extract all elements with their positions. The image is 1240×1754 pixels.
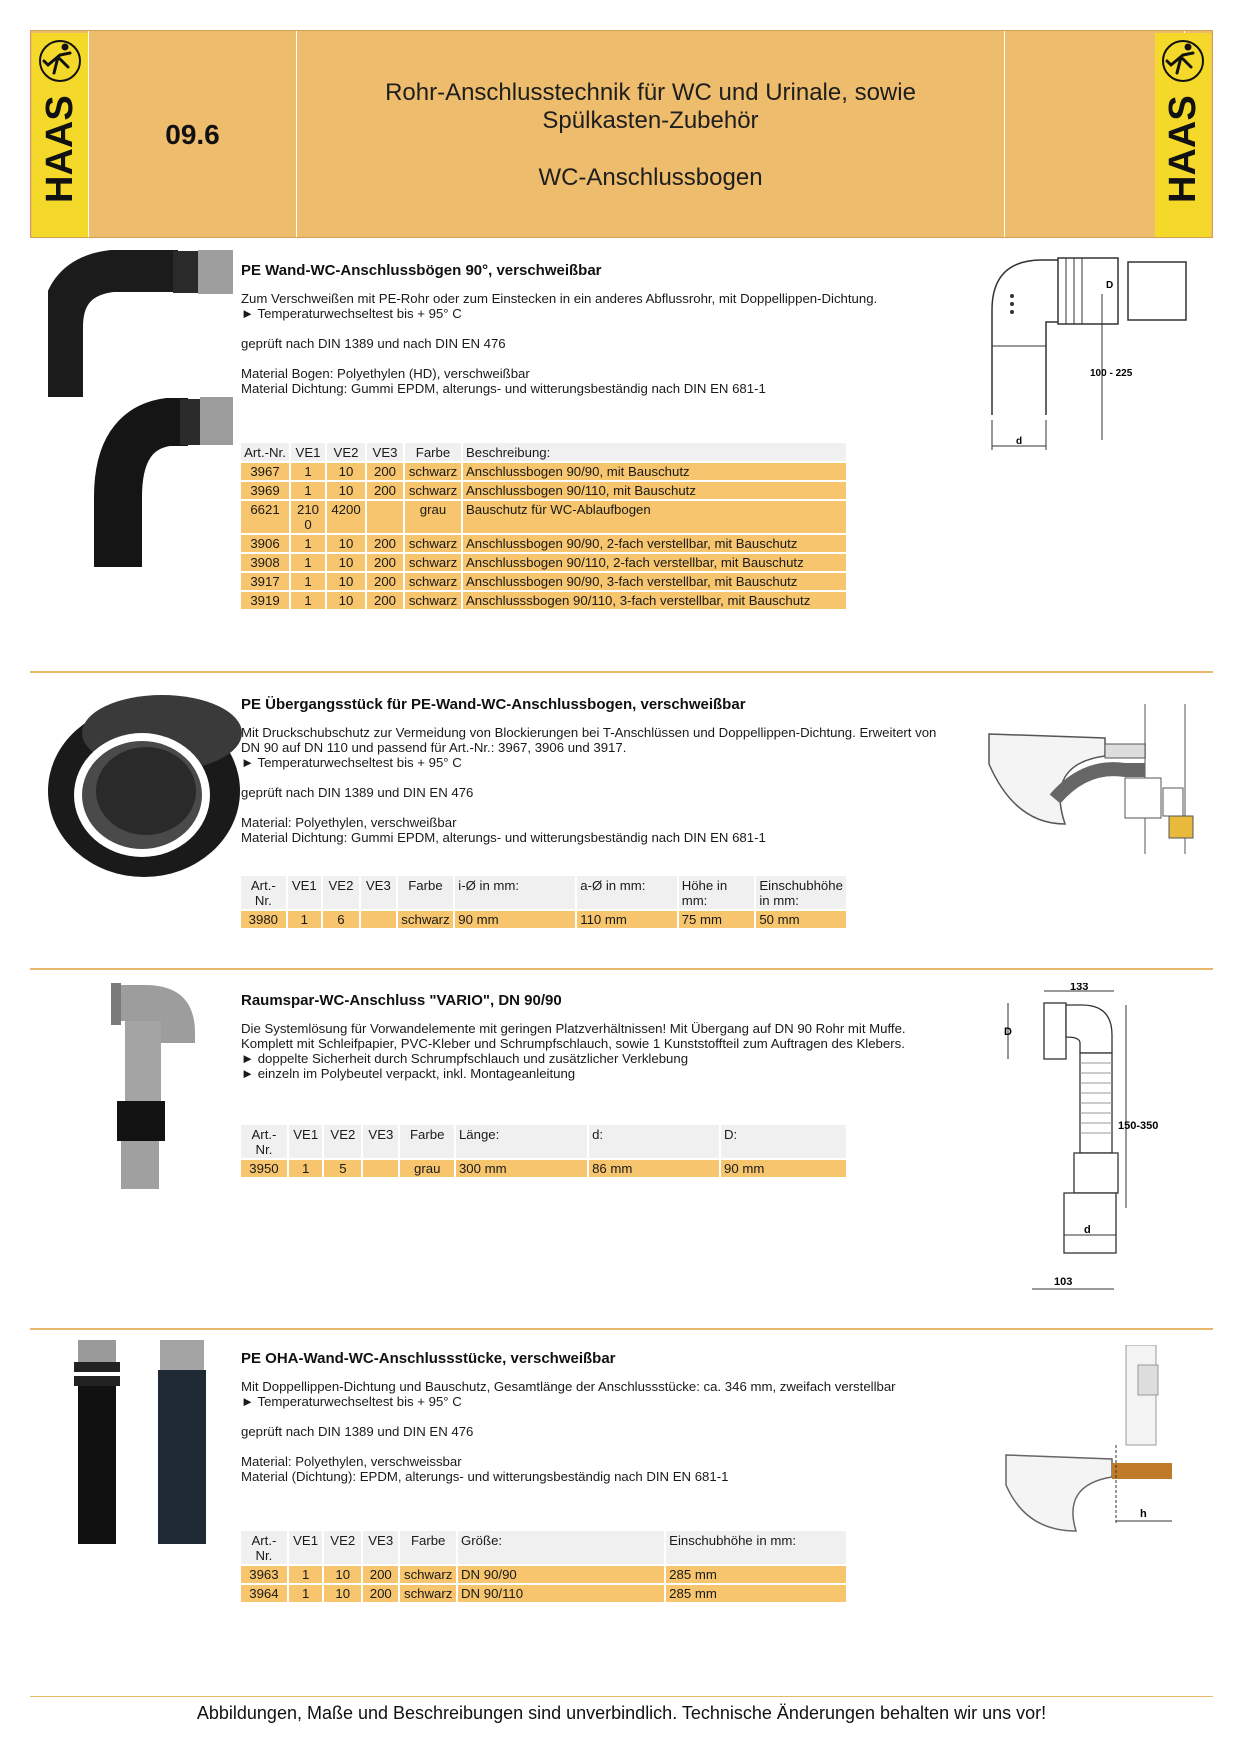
col-header: Farbe: [398, 876, 456, 909]
cell-farbe: schwarz: [405, 533, 463, 552]
oha-install-drawing: [1002, 1345, 1202, 1545]
cell-ve2: 10: [324, 1564, 363, 1583]
col-header: VE2: [324, 1125, 363, 1158]
cell-art-nr: 3906: [241, 533, 291, 552]
footer-divider: [30, 1696, 1213, 1697]
table-header-row: [241, 1125, 848, 1158]
col-header: VE3: [363, 1125, 400, 1158]
cell-ve1: 1: [291, 552, 327, 571]
cell-insertion-height: 285 mm: [666, 1564, 848, 1583]
col-header: VE2: [324, 1531, 363, 1564]
cell-height: 75 mm: [679, 909, 757, 928]
section-2-material-2: Material Dichtung: Gummi EPDM, alterungs- und witterungsbeständig nach DIN EN 681-1: [241, 830, 766, 845]
col-header: Farbe: [400, 1125, 455, 1158]
section-3-line-1: Die Systemlösung für Vorwandelemente mit geringen Platzverhältnissen! Mit Übergang auf DN 90 Rohr mit Muffe. Komplett mit Schleifpapier, PVC-Kleber und Schrumpfschlauch, sowie 1 Kunststoffteil zum Auftragen des Klebers.: [241, 1021, 906, 1051]
section-1-content: [241, 262, 951, 396]
cell-ve2: 4200: [327, 499, 367, 533]
drawing-label-D: D: [1106, 280, 1114, 291]
cell-art-nr: 3950: [241, 1158, 289, 1177]
col-header: VE1: [291, 443, 327, 461]
col-header: Höhe in mm:: [679, 876, 757, 909]
header-cell-code: [89, 31, 297, 237]
col-header: D:: [721, 1125, 848, 1158]
section-2-title: PE Übergangsstück für PE-Wand-WC-Anschlussbogen, verschweißbar: [241, 696, 746, 713]
cell-ve1: 1: [289, 1564, 324, 1583]
section-4-material: Material: Polyethylen, verschweissbar: [241, 1454, 462, 1469]
col-header: i-Ø in mm:: [455, 876, 577, 909]
section-code: 09.6: [165, 119, 220, 150]
cell-ve3: 200: [363, 1564, 400, 1583]
table-header-row: [241, 1531, 848, 1564]
cell-D: 90 mm: [721, 1158, 848, 1177]
section-4-title: PE OHA-Wand-WC-Anschlussstücke, verschweißbar: [241, 1350, 616, 1367]
section-4-line-1: Mit Doppellippen-Dichtung und Bauschutz, Gesamtlänge der Anschlussstücke: ca. 346 mm, zweifach verstellbar: [241, 1379, 896, 1394]
transition-install-drawing: [985, 704, 1205, 854]
col-header: Art.-Nr.: [241, 1125, 289, 1158]
section-2-material: Material: Polyethylen, verschweißbar: [241, 815, 457, 830]
section-2-content: [241, 696, 951, 845]
cell-beschreibung: Anschlussbogen 90/90, mit Bauschutz: [463, 461, 848, 480]
section-divider: [30, 968, 1213, 970]
page-title-line-2: Spülkasten-Zubehör: [542, 107, 759, 134]
section-4-line-2: ► Temperaturwechseltest bis + 95° C: [241, 1394, 462, 1409]
section-3-line-3: ► einzeln im Polybeutel verpackt, inkl. Montageanleitung: [241, 1066, 576, 1081]
cell-ve2: 10: [327, 590, 367, 609]
cell-ve2: 5: [324, 1158, 363, 1177]
col-header: VE1: [288, 876, 323, 909]
cell-art-nr: 3908: [241, 552, 291, 571]
table-row: [241, 499, 848, 533]
cell-art-nr: 3917: [241, 571, 291, 590]
col-header: Art.-Nr.: [241, 876, 288, 909]
transition-piece-photo: [42, 683, 247, 883]
cell-ve1: 1: [288, 909, 323, 928]
section-4-table: [241, 1531, 848, 1602]
section-divider: [30, 671, 1213, 673]
col-header: VE3: [363, 1531, 400, 1564]
cell-ve3: 200: [367, 552, 405, 571]
table-row: [241, 1158, 848, 1177]
col-header: Einschubhöhe in mm:: [756, 876, 848, 909]
cell-ve2: 10: [327, 571, 367, 590]
col-header: Farbe: [405, 443, 463, 461]
cell-outer-diameter: 110 mm: [577, 909, 678, 928]
table-row: [241, 480, 848, 499]
cell-ve1: 1: [289, 1583, 324, 1602]
vario-dimension-drawing: [1002, 983, 1172, 1305]
section-1-material: Material Bogen: Polyethylen (HD), verschweißbar: [241, 366, 530, 381]
col-header: Farbe: [400, 1531, 458, 1564]
section-divider: [30, 1328, 1213, 1330]
section-1-table: [241, 443, 848, 609]
cell-ve2: 10: [324, 1583, 363, 1602]
cell-ve3: [363, 1158, 400, 1177]
cell-art-nr: 3967: [241, 461, 291, 480]
section-2-table: [241, 876, 848, 928]
cell-ve3: 200: [367, 533, 405, 552]
table-row: [241, 533, 848, 552]
cell-art-nr: 3963: [241, 1564, 289, 1583]
cell-insertion-height: 50 mm: [756, 909, 848, 928]
page-title-line-1: Rohr-Anschlusstechnik für WC und Urinale, sowie: [385, 79, 916, 106]
cell-beschreibung: Anschlussbogen 90/110, mit Bauschutz: [463, 480, 848, 499]
cell-ve3: [367, 499, 405, 533]
cell-ve1: 1: [291, 590, 327, 609]
cell-beschreibung: Anschlussbogen 90/90, 2-fach verstellbar, mit Bauschutz: [463, 533, 848, 552]
section-1-test: geprüft nach DIN 1389 und nach DIN EN 476: [241, 336, 506, 351]
cell-art-nr: 6621: [241, 499, 291, 533]
cell-ve2: 10: [327, 552, 367, 571]
drawing-label-d: d: [1016, 436, 1023, 447]
cell-farbe: schwarz: [398, 909, 456, 928]
table-row: [241, 1583, 848, 1602]
cell-ve2: 10: [327, 480, 367, 499]
cell-inner-diameter: 90 mm: [455, 909, 577, 928]
drawing-label-range: 150-350: [1118, 1120, 1159, 1132]
cell-farbe: schwarz: [405, 590, 463, 609]
section-4-material-2: Material (Dichtung): EPDM, alterungs- und witterungsbeständig nach DIN EN 681-1: [241, 1469, 729, 1484]
page-title: [297, 79, 1004, 135]
page-subtitle: WC-Anschlussbogen: [538, 164, 763, 191]
section-3-title: Raumspar-WC-Anschluss "VARIO", DN 90/90: [241, 992, 562, 1009]
cell-beschreibung: Anschlussbogen 90/110, 2-fach verstellbar, mit Bauschutz: [463, 552, 848, 571]
drawing-label-133: 133: [1070, 983, 1089, 993]
col-header: VE2: [323, 876, 361, 909]
section-3-content: [241, 992, 951, 1081]
cell-art-nr: 3964: [241, 1583, 289, 1602]
cell-d: 86 mm: [589, 1158, 721, 1177]
section-3-line-2: ► doppelte Sicherheit durch Schrumpfschlauch und zusätzlicher Verklebung: [241, 1051, 689, 1066]
cell-size: DN 90/90: [458, 1564, 666, 1583]
cell-art-nr: 3919: [241, 590, 291, 609]
haas-logo-left: [32, 33, 88, 237]
col-header: VE2: [327, 443, 367, 461]
header-cell-title: [297, 31, 1005, 237]
table-row: [241, 461, 848, 480]
table-header-row: [241, 443, 848, 461]
cell-ve1: 1: [291, 533, 327, 552]
section-4-content: [241, 1350, 951, 1484]
cell-beschreibung: Anschlusssbogen 90/110, 3-fach verstellbar, mit Bauschutz: [463, 590, 848, 609]
cell-ve1: 2100: [291, 499, 327, 533]
cell-ve1: 1: [291, 480, 327, 499]
cell-farbe: schwarz: [405, 571, 463, 590]
col-header: VE1: [289, 1531, 324, 1564]
cell-insertion-height: 285 mm: [666, 1583, 848, 1602]
col-header: VE3: [361, 876, 398, 909]
cell-ve3: 200: [367, 571, 405, 590]
cell-ve2: 10: [327, 461, 367, 480]
section-1-line-2: ► Temperaturwechseltest bis + 95° C: [241, 306, 462, 321]
col-header: Beschreibung:: [463, 443, 848, 461]
cell-ve1: 1: [289, 1158, 325, 1177]
oha-connector-photo: [72, 1338, 232, 1548]
cell-art-nr: 3980: [241, 909, 288, 928]
col-header: a-Ø in mm:: [577, 876, 678, 909]
cell-ve1: 1: [291, 461, 327, 480]
drawing-label-d: d: [1084, 1224, 1091, 1236]
vario-connector-photo: [105, 983, 200, 1193]
cell-beschreibung: Bauschutz für WC-Ablaufbogen: [463, 499, 848, 533]
col-header: Größe:: [458, 1531, 666, 1564]
svg-text:HAAS: HAAS: [1162, 95, 1204, 203]
section-3-table: [241, 1125, 848, 1177]
cell-ve3: 200: [367, 480, 405, 499]
cell-ve3: 200: [367, 461, 405, 480]
section-4-test: geprüft nach DIN 1389 und DIN EN 476: [241, 1424, 474, 1439]
footer-disclaimer: Abbildungen, Maße und Beschreibungen sind unverbindlich. Technische Änderungen behalten wir uns vor!: [196, 1703, 1047, 1723]
drawing-label-height: 100 - 225: [1090, 368, 1133, 379]
cell-art-nr: 3969: [241, 480, 291, 499]
cell-farbe: grau: [400, 1158, 455, 1177]
section-1-material-2: Material Dichtung: Gummi EPDM, alterungs- und witterungsbeständig nach DIN EN 681-1: [241, 381, 766, 396]
table-row: [241, 552, 848, 571]
cell-farbe: schwarz: [400, 1583, 458, 1602]
table-header-row: [241, 876, 848, 909]
elbow-bends-photo: [48, 247, 233, 567]
section-2-test: geprüft nach DIN 1389 und DIN EN 476: [241, 785, 474, 800]
cell-farbe: schwarz: [405, 461, 463, 480]
col-header: VE3: [367, 443, 405, 461]
cell-ve3: 200: [363, 1583, 400, 1602]
svg-text:HAAS: HAAS: [39, 95, 81, 203]
cell-farbe: schwarz: [400, 1564, 458, 1583]
cell-ve3: [361, 909, 398, 928]
drawing-label-103: 103: [1054, 1276, 1073, 1288]
table-row: [241, 571, 848, 590]
section-1-title: PE Wand-WC-Anschlussbögen 90°, verschweißbar: [241, 262, 602, 279]
col-header: VE1: [289, 1125, 325, 1158]
section-1-line-1: Zum Verschweißen mit PE-Rohr oder zum Einstecken in ein anderes Abflussrohr, mit Doppellippen-Dichtung.: [241, 291, 878, 306]
cell-farbe: grau: [405, 499, 463, 533]
drawing-label-h: h: [1140, 1508, 1147, 1520]
col-header: Art.-Nr.: [241, 1531, 289, 1564]
cell-ve2: 6: [323, 909, 361, 928]
table-row: [241, 1564, 848, 1583]
drawing-label-D: D: [1004, 1026, 1012, 1038]
table-row: [241, 909, 848, 928]
cell-beschreibung: Anschlussbogen 90/90, 3-fach verstellbar, mit Bauschutz: [463, 571, 848, 590]
page-header: [30, 30, 1213, 238]
haas-logo-right: [1155, 33, 1211, 237]
cell-farbe: schwarz: [405, 480, 463, 499]
col-header: Länge:: [456, 1125, 589, 1158]
cell-length: 300 mm: [456, 1158, 589, 1177]
table-row: [241, 590, 848, 609]
cell-ve3: 200: [367, 590, 405, 609]
cell-ve2: 10: [327, 533, 367, 552]
section-2-line-2: ► Temperaturwechseltest bis + 95° C: [241, 755, 462, 770]
elbow-dimension-drawing: [978, 250, 1203, 465]
cell-ve1: 1: [291, 571, 327, 590]
cell-farbe: schwarz: [405, 552, 463, 571]
col-header: d:: [589, 1125, 721, 1158]
col-header: Einschubhöhe in mm:: [666, 1531, 848, 1564]
cell-size: DN 90/110: [458, 1583, 666, 1602]
section-2-line-1: Mit Druckschubschutz zur Vermeidung von Blockierungen bei T-Anschlüssen und Doppellippen-Dichtung. Erweitert von DN 90 auf DN 110 und passend für Art.-Nr.: 3967, 3906 und 3917.: [241, 725, 937, 755]
col-header: Art.-Nr.: [241, 443, 291, 461]
